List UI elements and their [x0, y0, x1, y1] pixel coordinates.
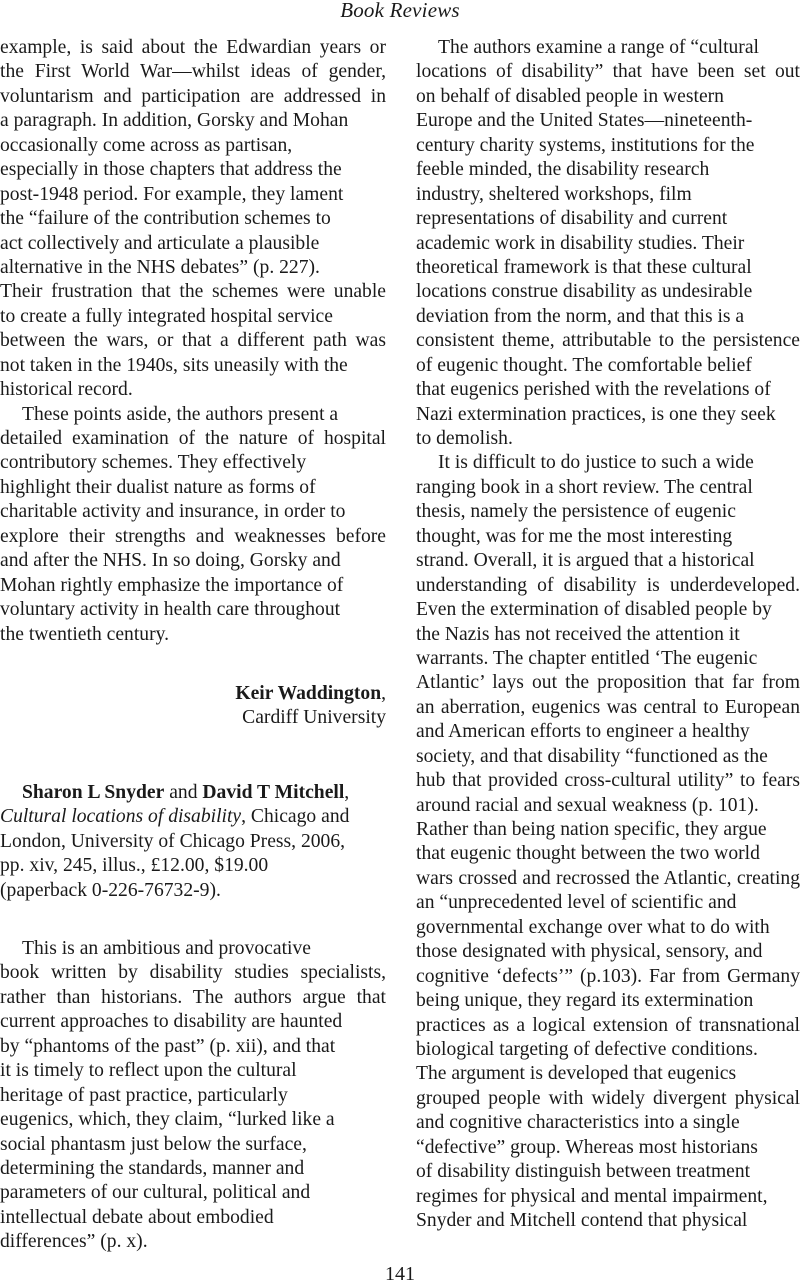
- text-line: book written by disability studies specialists,: [0, 962, 386, 984]
- text-line: differences” (p. x).: [0, 1231, 148, 1253]
- text-line: those designated with physical, sensory, and: [416, 941, 763, 963]
- right-column: [416, 36, 800, 1233]
- text-line: contributory schemes. They effectively: [0, 452, 307, 474]
- text-line: governmental exchange over what to do with: [416, 916, 770, 938]
- text-line: feeble minded, the disability research: [416, 159, 710, 181]
- text-line: eugenics, which, they claim, “lurked like a: [0, 1109, 335, 1131]
- text-line: biological targeting of defective conditions.: [416, 1038, 758, 1060]
- text-line: social phantasm just below the surface,: [0, 1133, 307, 1155]
- text-line: grouped people with widely divergent physical: [416, 1087, 800, 1109]
- left-column: [0, 36, 386, 1255]
- text-line: alternative in the NHS debates” (p. 227).: [0, 256, 320, 278]
- text-line: “defective” group. Whereas most historians: [416, 1136, 758, 1158]
- text-line: occasionally come across as partisan,: [0, 134, 293, 156]
- text-line: society, and that disability “functioned as the: [416, 745, 768, 767]
- text-line: especially in those chapters that address the: [0, 159, 342, 181]
- text-line: highlight their dualist nature as forms of: [0, 476, 316, 498]
- review-paragraph: [416, 36, 800, 451]
- text-line: voluntarism and participation are addressed in: [0, 85, 386, 107]
- author-name: Sharon L Snyder: [22, 781, 165, 803]
- text-line: a paragraph. In addition, Gorsky and Mohan: [0, 110, 349, 132]
- text-line: between the wars, or that a different path was: [0, 330, 386, 352]
- text-line: the twentieth century.: [0, 623, 170, 645]
- text-line: century charity systems, institutions for the: [416, 134, 755, 156]
- text-line: not taken in the 1940s, sits uneasily with the: [0, 354, 348, 376]
- text-line: parameters of our cultural, political and: [0, 1182, 311, 1204]
- text-line: regimes for physical and mental impairment,: [416, 1185, 768, 1207]
- text-line: determining the standards, manner and: [0, 1157, 305, 1179]
- text-line: These points aside, the authors present a: [22, 403, 339, 425]
- citation-isbn: (paperback 0-226-76732-9).: [0, 879, 221, 901]
- citation-publisher: London, University of Chicago Press, 2006,: [0, 830, 346, 852]
- text-line: rather than historians. The authors argue that: [0, 986, 386, 1008]
- text-line: post-1948 period. For example, they lament: [0, 183, 344, 205]
- text-line: the First World War—whilst ideas of gender,: [0, 61, 386, 83]
- text-line: and cognitive characteristics into a single: [416, 1112, 740, 1134]
- review-paragraph: [0, 937, 386, 1255]
- reviewer-name: Keir Waddington: [235, 682, 382, 704]
- citation-title-line: Cultural locations of disability, Chicago and: [0, 806, 350, 828]
- text-line: current approaches to disability are haunted: [0, 1011, 343, 1033]
- text-line: intellectual debate about embodied: [0, 1206, 274, 1228]
- text-line: Atlantic’ lays out the proposition that far from: [416, 672, 800, 694]
- spacer: [0, 903, 386, 937]
- text-line: thought, was for me the most interesting: [416, 525, 733, 547]
- text-line: ranging book in a short review. The central: [416, 476, 753, 498]
- text-line: act collectively and articulate a plausible: [0, 232, 320, 254]
- text-line: Snyder and Mitchell contend that physical: [416, 1210, 748, 1231]
- text-line: thesis, namely the persistence of eugenic: [416, 501, 736, 523]
- text-line: it is timely to reflect upon the cultural: [0, 1060, 297, 1082]
- text-line: Their frustration that the schemes were unable: [0, 281, 386, 303]
- text-line: The argument is developed that eugenics: [416, 1063, 737, 1085]
- text-line: the “failure of the contribution schemes to: [0, 208, 331, 230]
- text-line: being unique, they regard its extermination: [416, 990, 754, 1012]
- text-line: practices as a logical extension of transnational: [416, 1014, 800, 1036]
- text-line: industry, sheltered workshops, film: [416, 183, 692, 205]
- text-line: by “phantoms of the past” (p. xii), and that: [0, 1035, 336, 1057]
- text-line: that eugenics perished with the revelations of: [416, 379, 771, 401]
- book-citation: [0, 781, 386, 903]
- text-line: to create a fully integrated hospital service: [0, 305, 333, 327]
- text-line: academic work in disability studies. Their: [416, 232, 745, 254]
- text-line: locations of disability” that have been set out: [416, 61, 800, 83]
- text-line: Europe and the United States—nineteenth-: [416, 110, 753, 132]
- text-line: of eugenic thought. The comfortable belief: [416, 354, 752, 376]
- text-line: It is difficult to do justice to such a wide: [438, 452, 754, 474]
- reviewer-signature: [0, 682, 386, 731]
- text-line: detailed examination of the nature of hospital: [0, 428, 386, 449]
- running-head: Book Reviews: [340, 0, 460, 22]
- text-line: wars crossed and recrossed the Atlantic, creating: [416, 867, 800, 889]
- text-line: historical record.: [0, 379, 133, 401]
- book-title: Cultural locations of disability: [0, 806, 242, 828]
- text-line: consistent theme, attributable to the persistence: [416, 330, 800, 352]
- text-line: hub that provided cross-cultural utility” to fears: [416, 770, 800, 792]
- citation-authors: Sharon L Snyder and David T Mitchell,: [22, 781, 350, 803]
- text-line: This is an ambitious and provocative: [22, 938, 311, 959]
- text-line: of disability distinguish between treatment: [416, 1161, 751, 1183]
- text-line: explore their strengths and weaknesses before: [0, 525, 386, 547]
- text-line: Even the extermination of disabled people by: [416, 599, 772, 621]
- text-line: Rather than being nation specific, they argue: [416, 819, 767, 840]
- text-line: charitable activity and insurance, in order to: [0, 501, 346, 523]
- text-line: heritage of past practice, particularly: [0, 1084, 288, 1106]
- review-paragraph: [0, 403, 386, 647]
- text-line: representations of disability and current: [416, 208, 728, 230]
- citation-details: pp. xiv, 245, illus., £12.00, $19.00: [0, 855, 269, 877]
- author-name: David T Mitchell: [202, 781, 345, 803]
- text-line: and after the NHS. In so doing, Gorsky and: [0, 550, 341, 572]
- text-line: Nazi extermination practices, is one they seek: [416, 403, 776, 425]
- text-line: on behalf of disabled people in western: [416, 85, 724, 107]
- spacer: [0, 731, 386, 781]
- page-number: 141: [385, 1263, 415, 1285]
- text-line: strand. Overall, it is argued that a historical: [416, 550, 755, 572]
- text-line: example, is said about the Edwardian years or: [0, 37, 386, 58]
- text-line: The authors examine a range of “cultural: [438, 37, 759, 58]
- text-line: and American efforts to engineer a healthy: [416, 721, 750, 743]
- text-line: that eugenic thought between the two world: [416, 843, 760, 865]
- spacer: [0, 647, 386, 682]
- text-line: locations construe disability as undesirable: [416, 281, 753, 303]
- text-line: theoretical framework is that these cultural: [416, 256, 752, 278]
- text-line: deviation from the norm, and that this is a: [416, 305, 745, 327]
- text-line: an “unprecedented level of scientific and: [416, 892, 737, 914]
- reviewer-affiliation: Cardiff University: [242, 707, 386, 729]
- text-line: an aberration, eugenics was central to European: [416, 696, 800, 718]
- text-line: Mohan rightly emphasize the importance of: [0, 574, 344, 596]
- text-line: voluntary activity in health care throughout: [0, 599, 341, 621]
- text-line: warrants. The chapter entitled ‘The eugenic: [416, 647, 758, 669]
- reviewer-line: Keir Waddington,: [235, 682, 386, 704]
- review-paragraph: [416, 451, 800, 1233]
- text-line: understanding of disability is underdeveloped.: [416, 574, 800, 596]
- text-line: around racial and sexual weakness (p. 101).: [416, 794, 759, 816]
- review-paragraph: [0, 36, 386, 403]
- text-line: to demolish.: [416, 428, 513, 449]
- text-line: the Nazis has not received the attention it: [416, 623, 740, 645]
- text-line: cognitive ‘defects’” (p.103). Far from Germany: [416, 965, 800, 987]
